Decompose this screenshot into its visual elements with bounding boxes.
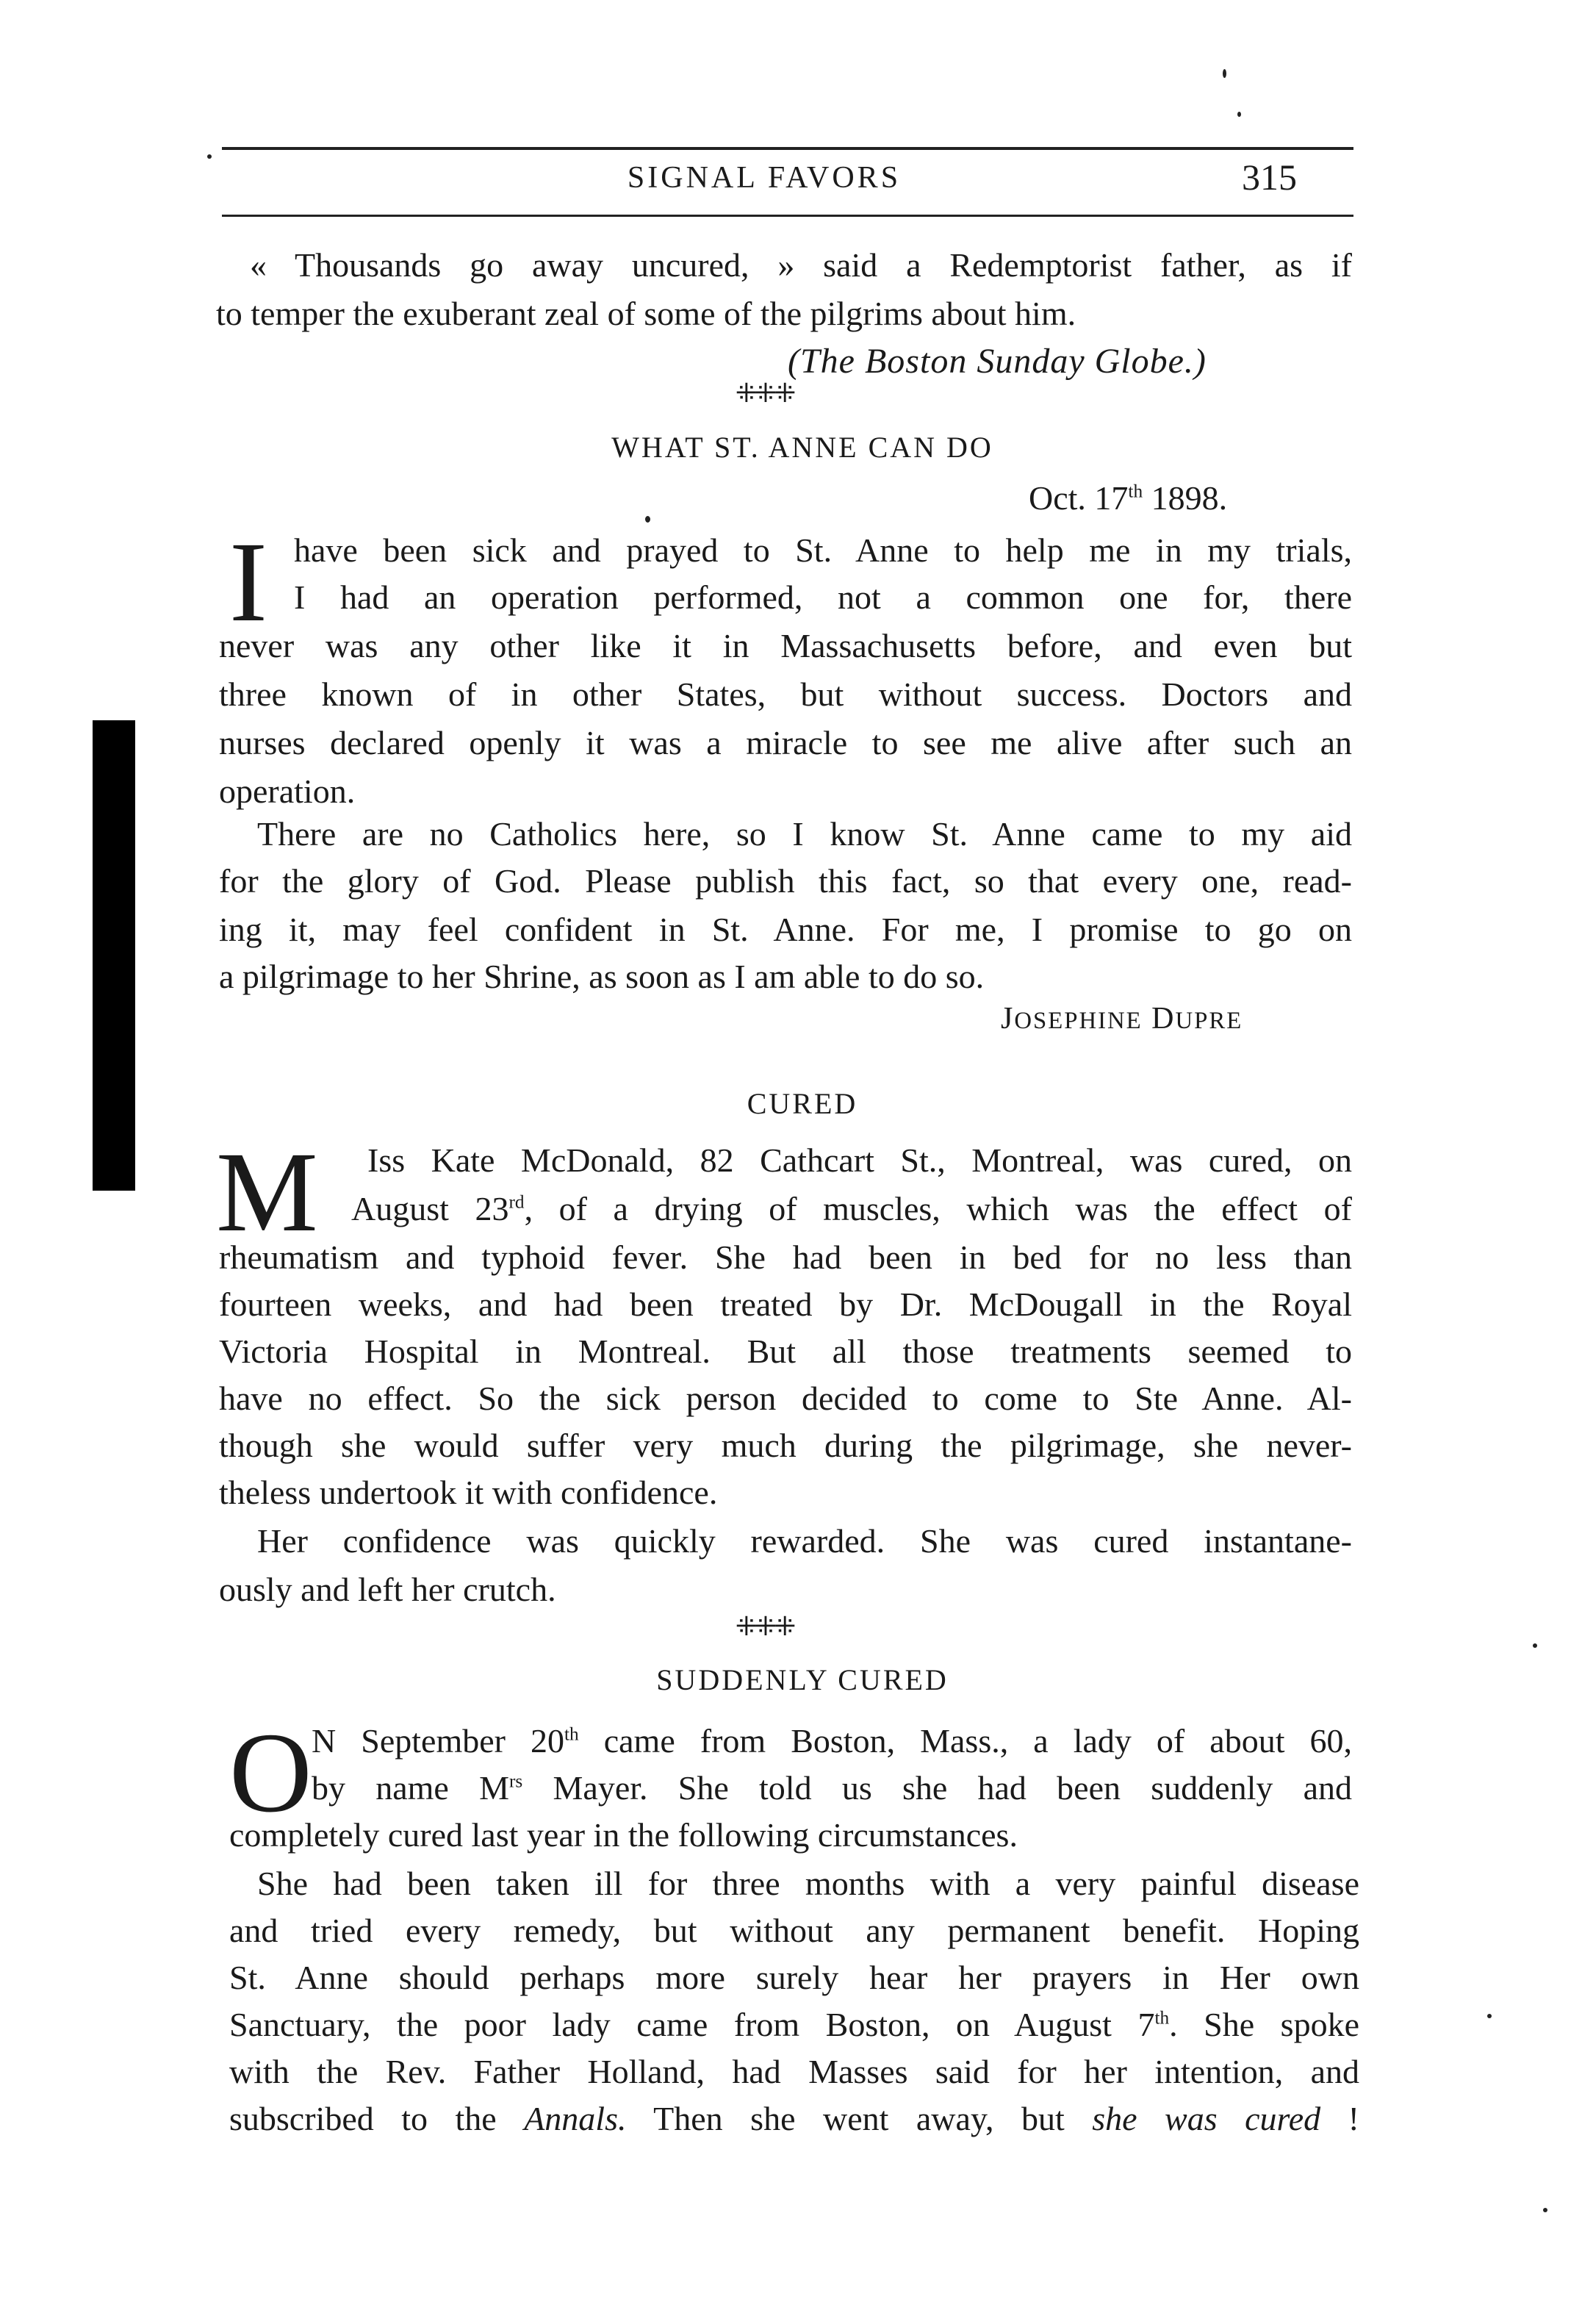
s1-line-3: never was any other like it in Massachusetts before, and even but [219, 627, 1352, 664]
s3-line-7-post: . She spoke [1169, 2006, 1359, 2043]
s2-line-3: rheumatism and typhoid fever. She had been in bed for no less than [219, 1238, 1352, 1276]
heading-what-st-anne-can-do: WHAT ST. ANNE CAN DO [611, 431, 993, 464]
s3-line-4: She had been taken ill for three months with a very painful disease [257, 1865, 1359, 1902]
speck [1543, 2208, 1547, 2212]
s2-line-7: though she would suffer very much during the pilgrimage, she never- [219, 1427, 1352, 1464]
s3-line-3: completely cured last year in the following circumstances. [229, 1816, 1018, 1854]
s2-line-2 [351, 1192, 1352, 1226]
speck [207, 154, 212, 159]
s2-line-8: theless undertook it with confidence. [219, 1474, 718, 1511]
running-head: SIGNAL FAVORS [627, 161, 902, 195]
s2-line-2-sup: rd [508, 1191, 525, 1213]
speck [1237, 112, 1241, 117]
s1-line-10: a pilgrimage to her Shrine, as soon as I am able to do so. [219, 958, 985, 995]
s3-last-pre: subscribed to the [229, 2100, 525, 2137]
s1-line-1: have been sick and prayed to St. Anne to help me in my trials, [294, 531, 1352, 569]
s1-line-4: three known of in other States, but without success. Doctors and [219, 675, 1352, 713]
s1-line-2: I had an operation performed, not a common one for, there [294, 578, 1352, 616]
s3-line-1-sup: th [564, 1724, 579, 1745]
s3-line-2-post: Mayer. She told us she had been suddenly and [522, 1769, 1353, 1807]
ornament-1: ⁜⁜⁜ [735, 379, 794, 408]
s1-line-5: nurses declared openly it was a miracle to see me alive after such an [219, 724, 1352, 761]
speck [645, 516, 650, 523]
s3-line-2 [312, 1771, 1352, 1805]
s2-line-5: Victoria Hospital in Montreal. But all those treatments seemed to [219, 1333, 1352, 1370]
s3-line-7 [229, 2008, 1359, 2042]
s3-last-end: ! [1320, 2100, 1359, 2137]
sig-first-rest: OSEPHINE [1014, 1008, 1143, 1034]
s3-line-1-pre: N September 20 [312, 1722, 564, 1760]
letter-date [1029, 481, 1227, 515]
intro-line-1: « Thousands go away uncured, » said a Redemptorist father, as if [250, 246, 1352, 284]
signature-josephine-dupre [1001, 1001, 1243, 1036]
drop-cap-o: O [229, 1709, 312, 1836]
date-prefix: Oct. 17 [1029, 479, 1129, 517]
s1-line-6: operation. [219, 772, 356, 810]
s3-last-mid: Then she went away, but [626, 2100, 1093, 2137]
s3-line-8: with the Rev. Father Holland, had Masses said for her intention, and [229, 2053, 1359, 2090]
margin-bar [93, 720, 135, 1191]
ornament-2: ⁜⁜⁜ [735, 1612, 794, 1641]
heading-cured: CURED [747, 1087, 858, 1120]
s3-line-5: and tried every remedy, but without any permanent benefit. Hoping [229, 1912, 1359, 1949]
s1-line-8: for the glory of God. Please publish this fact, so that every one, read- [219, 862, 1352, 900]
speck [1533, 1643, 1537, 1648]
s3-annals: Annals. [524, 2100, 627, 2137]
date-suffix: 1898. [1143, 479, 1228, 517]
s2-line-9: Her confidence was quickly rewarded. She was cured instantane- [257, 1522, 1352, 1560]
speck [1223, 69, 1226, 78]
speck [1487, 2014, 1492, 2018]
intro-source: (The Boston Sunday Globe.) [788, 342, 1207, 381]
s3-she-was-cured: she was cured [1092, 2100, 1321, 2137]
s2-line-2-post: , of a drying of muscles, which was the effect of [524, 1190, 1352, 1227]
sig-last-rest: UPRE [1175, 1008, 1243, 1034]
s3-line-2-pre: by name M [312, 1769, 509, 1807]
header-rule-top [222, 147, 1353, 150]
s3-line-1-post: came from Boston, Mass., a lady of about 60, [578, 1722, 1353, 1760]
intro-line-2: to temper the exuberant zeal of some of the pilgrims about him. [216, 295, 1076, 332]
page-number: 315 [1242, 157, 1297, 198]
header-rule-bottom [222, 215, 1353, 217]
s3-line-9 [229, 2102, 1359, 2136]
s2-line-10: ously and left her crutch. [219, 1571, 556, 1608]
s3-line-7-pre: Sanctuary, the poor lady came from Boston, on August 7 [229, 2006, 1155, 2043]
drop-cap-m: M [216, 1128, 318, 1255]
s3-line-6: St. Anne should perhaps more surely hear her prayers in Her own [229, 1959, 1359, 1996]
sig-first-initial: J [1001, 1002, 1015, 1036]
date-sup: th [1128, 481, 1143, 502]
s2-line-1: Iss Kate McDonald, 82 Cathcart St., Montreal, was cured, on [367, 1141, 1352, 1179]
s1-line-7: There are no Catholics here, so I know St. Anne came to my aid [257, 815, 1352, 853]
s3-line-7-sup: th [1154, 2007, 1170, 2029]
s2-line-4: fourteen weeks, and had been treated by Dr. McDougall in the Royal [219, 1285, 1352, 1323]
s2-line-2-pre: August 23 [351, 1190, 509, 1227]
s3-line-1 [312, 1724, 1352, 1758]
heading-suddenly-cured: SUDDENLY CURED [656, 1663, 949, 1696]
drop-cap-i: I [229, 518, 267, 645]
sig-last-initial: D [1151, 1002, 1176, 1036]
s2-line-6: have no effect. So the sick person decided to come to Ste Anne. Al- [219, 1380, 1352, 1417]
s3-line-2-sup: rs [509, 1771, 523, 1792]
s1-line-9: ing it, may feel confident in St. Anne. For me, I promise to go on [219, 911, 1352, 948]
